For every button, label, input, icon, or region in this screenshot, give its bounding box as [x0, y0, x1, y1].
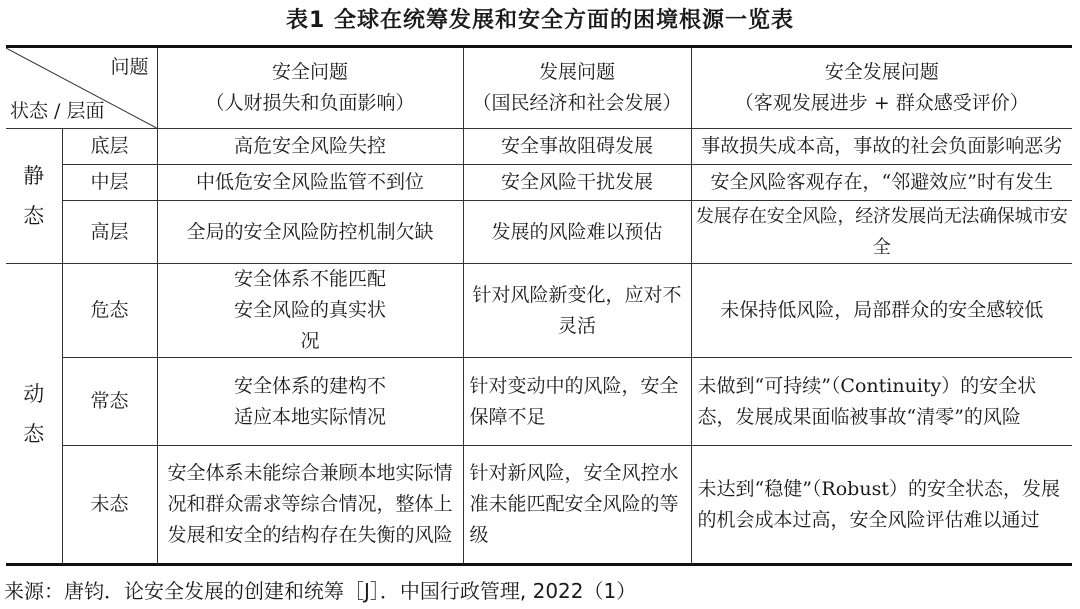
table-cell: 发展存在安全风险，经济发展尚无法确保城市安全: [691, 201, 1072, 264]
level-cell: 危态: [62, 264, 157, 358]
level-cell: 高层: [62, 201, 157, 264]
header-row: [6, 47, 1072, 129]
table-cell: 发展的风险难以预估: [463, 201, 691, 264]
table-row: [6, 165, 1072, 201]
table-cell: 安全风险客观存在，“邻避效应”时有发生: [691, 165, 1072, 201]
table-cell: 高危安全风险失控: [157, 129, 463, 165]
level-cell: 底层: [62, 129, 157, 165]
level-cell: 中层: [62, 165, 157, 201]
source-citation: 来源：唐钧．论安全发展的创建和统筹［J］．中国行政管理, 2022（1）: [4, 579, 637, 603]
table-cell: 安全体系不能匹配安全风险的真实状况: [157, 264, 463, 358]
table-cell: 中低危安全风险监管不到位: [157, 165, 463, 201]
table-cell: 安全体系未能综合兼顾本地实际情况和群众需求等综合情况，整体上发展和安全的结构存在失衡的风险: [157, 446, 463, 565]
table-title: 表1 全球在统筹发展和安全方面的困境根源一览表: [286, 8, 794, 33]
table-cell: 针对新风险，安全风控水准未能匹配安全风险的等级: [463, 446, 691, 565]
group-label-dynamic: [6, 264, 62, 565]
level-cell: 常态: [62, 358, 157, 446]
table-cell: 针对变动中的风险，安全保障不足: [463, 358, 691, 446]
table-cell: 未保持低风险，局部群众的安全感较低: [691, 264, 1072, 358]
column-header-subtitle: （客观发展进步 + 群众感受评价）: [734, 92, 1029, 114]
corner-label-state-level: 状态 / 层面: [10, 100, 105, 122]
table-cell: 安全风险干扰发展: [463, 165, 691, 201]
table-cell: 安全体系的建构不适应本地实际情况: [157, 358, 463, 446]
column-header-title: 安全问题: [271, 61, 348, 83]
column-header-safe-development: [691, 47, 1072, 129]
column-header-safety: [157, 47, 463, 129]
column-header-title: 发展问题: [538, 61, 615, 83]
level-cell: 未态: [62, 446, 157, 565]
column-header-subtitle: （人财损失和负面影响）: [205, 92, 415, 114]
corner-header-cell: [6, 47, 157, 129]
table-row: [6, 201, 1072, 264]
table-cell: 未做到“可持续”（Continuity）的安全状态，发展成果面临被事故“清零”的风险: [691, 358, 1072, 446]
table-row: [6, 358, 1072, 446]
table-cell: 事故损失成本高，事故的社会负面影响恶劣: [691, 129, 1072, 165]
table-row: [6, 129, 1072, 165]
corner-label-question: 问题: [110, 56, 149, 78]
table-cell: 未达到“稳健”（Robust）的安全状态，发展的机会成本过高，安全风险评估难以通过: [691, 446, 1072, 565]
table-row: [6, 264, 1072, 358]
table-row: [6, 446, 1072, 565]
group-label-static: [6, 129, 62, 264]
group-label-text: 动态: [23, 381, 45, 446]
column-header-title: 安全发展问题: [824, 61, 939, 83]
column-header-development: [463, 47, 691, 129]
table-cell: 全局的安全风险防控机制欠缺: [157, 201, 463, 264]
table-cell: 针对风险新变化，应对不灵活: [463, 264, 691, 358]
roots-table: [6, 45, 1072, 566]
group-label-text: 静态: [23, 164, 45, 228]
column-header-subtitle: （国民经济和社会发展）: [472, 92, 682, 114]
table-cell: 安全事故阻碍发展: [463, 129, 691, 165]
